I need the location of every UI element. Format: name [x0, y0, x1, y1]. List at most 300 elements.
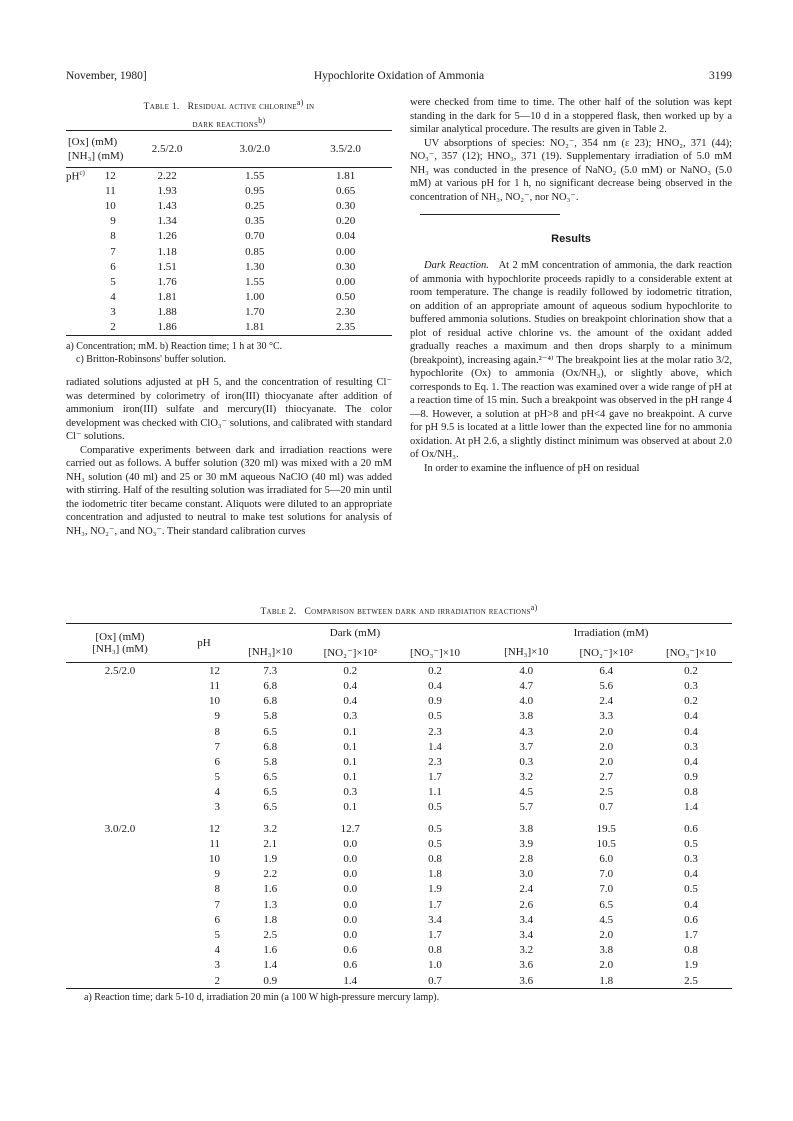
table2-ratio	[66, 882, 174, 897]
table2-dark-cell: 6.8	[263, 740, 278, 753]
table2-irr-cell: 19.5	[596, 822, 616, 835]
table1-cell: 1.00	[245, 291, 265, 304]
table2-dark-cell: 1.7	[428, 898, 442, 911]
table2-dark-cell: 0.6	[343, 944, 358, 957]
table2-irr-cell: 2.0	[599, 725, 614, 738]
table2-dark-cell: 0.8	[428, 944, 442, 957]
table2-row	[66, 739, 732, 754]
table2-ph: 3	[214, 801, 220, 814]
table1-cell: 2.22	[157, 169, 177, 182]
header-title: Hypochlorite Oxidation of Ammonia	[313, 70, 485, 82]
table1-col-head: 3.0/2.0	[210, 131, 299, 168]
table2-caption-prefix: Table 2.	[260, 607, 297, 618]
table1-ph-label	[66, 198, 95, 213]
table2-irr-cell: 1.4	[684, 801, 698, 814]
table2-dark-cell: 12.7	[340, 822, 360, 835]
table2-row	[66, 943, 732, 958]
table2-ratio	[66, 897, 174, 912]
table2-spacer-cell	[476, 821, 490, 836]
table2-dark-cell: 0.6	[343, 959, 358, 972]
table2-spacer-cell	[476, 709, 490, 724]
table2-row	[66, 958, 732, 973]
table2-dark-cell: 3.2	[263, 822, 278, 835]
table2-caption-text: Comparison between dark and irradiation reactions	[304, 607, 531, 618]
table2-header-row-1	[66, 624, 732, 643]
table2-row	[66, 769, 732, 784]
header-date: November, 1980]	[66, 70, 147, 82]
table2-ratio	[66, 678, 174, 693]
table1-cell: 1.34	[157, 215, 177, 228]
table2-spacer-cell	[476, 836, 490, 851]
table2-irr-cell: 0.8	[684, 786, 698, 799]
table2-dark-cell: 0.4	[343, 695, 358, 708]
table2-spacer-cell	[476, 973, 490, 989]
table2-irr-cell: 3.6	[519, 959, 534, 972]
table2-irr-cell: 3.3	[599, 710, 614, 723]
table2-irr-cell: 3.9	[519, 837, 534, 850]
table2-ph: 4	[214, 786, 220, 799]
table1-row	[66, 305, 392, 320]
table2-irr-cell: 2.0	[599, 928, 614, 941]
table2-row	[66, 851, 732, 866]
table2-dark-cell: 1.6	[263, 883, 278, 896]
table1-cell: 0.30	[335, 260, 356, 273]
table2-dark-cell: 5.8	[263, 710, 278, 723]
table1-ph-label	[66, 214, 95, 229]
table2-ph: 3	[214, 959, 220, 972]
table1-ph-label	[66, 290, 95, 305]
table2-ratio	[66, 694, 174, 709]
table2-row	[66, 754, 732, 769]
table1-caption	[66, 96, 392, 131]
table2-irr-cell: 6.5	[599, 898, 614, 911]
table2-irr-cell: 0.4	[684, 868, 698, 881]
table2-irr-cell: 3.8	[599, 944, 614, 957]
table2-dark-cell: 0.5	[428, 801, 442, 814]
table2-irr-cell: 1.9	[684, 959, 698, 972]
table2-ratio	[66, 927, 174, 942]
table2-irr-cell: 4.7	[519, 679, 534, 692]
table2-dark-cell: 0.1	[343, 801, 358, 814]
table2-row	[66, 709, 732, 724]
table2-irr-cell: 0.3	[684, 679, 698, 692]
table2-irr-cell: 2.6	[519, 898, 534, 911]
table2-spacer-cell	[476, 785, 490, 800]
table2-irr-cell: 2.4	[519, 883, 534, 896]
table2-spacer-cell	[476, 927, 490, 942]
table2-spacer	[476, 624, 490, 663]
table2-dark-cell: 2.3	[428, 725, 442, 738]
table2-dark-cell: 6.8	[263, 695, 278, 708]
table2-dark-cell: 1.4	[263, 959, 278, 972]
table2-ratio	[66, 709, 174, 724]
table1	[66, 130, 392, 336]
table2-ratio	[66, 739, 174, 754]
table2-irr-cell: 4.5	[599, 913, 614, 926]
table1-cell: 0.20	[335, 215, 356, 228]
table1-row	[66, 274, 392, 289]
table1-ph-label	[66, 168, 95, 184]
table2-dark-cell: 0.7	[394, 973, 476, 989]
table2-ph: 7	[214, 740, 220, 753]
table2-dark-cell: 2.2	[263, 868, 278, 881]
table1-row	[66, 168, 392, 184]
table1-row	[66, 244, 392, 259]
table2-spacer-cell	[476, 694, 490, 709]
table1-row	[66, 259, 392, 274]
table2-sub-head: [NO₂⁻]×10²	[563, 642, 650, 663]
table2-ph: 10	[209, 695, 220, 708]
table1-head-ratio	[66, 131, 124, 168]
table2-head-ph: pH	[174, 624, 234, 663]
table2-dark-cell: 1.1	[428, 786, 442, 799]
table2-dark-cell: 1.0	[428, 959, 442, 972]
table1-ph-value: 10	[104, 199, 116, 212]
table2-ph: 9	[214, 710, 220, 723]
table2-irr-cell: 2.5	[650, 973, 732, 989]
table2-spacer-cell	[476, 678, 490, 693]
table2-ratio	[66, 973, 174, 989]
table2-irr-cell: 0.2	[684, 664, 698, 677]
table2-dark-cell: 0.1	[343, 771, 358, 784]
table2-dark-cell: 6.5	[263, 771, 278, 784]
table2-row	[66, 927, 732, 942]
table2-dark-cell: 0.4	[343, 679, 358, 692]
table2-dark-cell: 1.3	[263, 898, 278, 911]
table1-cell: 0.00	[335, 245, 356, 258]
table2-dark-cell: 1.9	[263, 853, 278, 865]
table2-irr-cell: 2.0	[599, 740, 614, 753]
table2-dark-cell: 1.4	[307, 973, 394, 989]
table1-cell: 1.81	[210, 320, 299, 336]
table2-row	[66, 678, 732, 693]
table2-irr-cell: 2.4	[599, 695, 614, 708]
table1-cell: 1.88	[157, 306, 177, 319]
table1-cell: 1.55	[245, 275, 265, 288]
table2-dark-cell: 0.5	[428, 837, 442, 850]
table2-head-ox: [Ox] (mM)	[95, 631, 145, 644]
table1-cell: 0.04	[335, 230, 356, 243]
table1-ph-value: 7	[110, 245, 116, 258]
table2-irr-cell: 0.3	[519, 755, 534, 768]
table1-ph-value: 4	[110, 291, 116, 304]
table2-ph: 6	[214, 755, 220, 768]
table2-head-dark	[234, 624, 476, 643]
table1-ph-value: 8	[110, 230, 116, 243]
table2-spacer-cell	[476, 867, 490, 882]
table2-irr-cell: 0.2	[684, 695, 698, 708]
table1-cell: 0.95	[245, 184, 265, 197]
table2-dark-cell: 0.5	[428, 822, 442, 835]
table2-irr-cell: 2.8	[519, 853, 534, 865]
table2-irr-cell: 3.6	[490, 973, 563, 989]
table2-ph: 7	[214, 898, 220, 911]
table2-dark-cell: 1.8	[263, 913, 278, 926]
table1-ph-label	[66, 183, 95, 198]
table2-dark-cell: 3.4	[428, 913, 442, 926]
table2-spacer-cell	[476, 897, 490, 912]
table2-ratio: 2.5/2.0	[104, 664, 136, 677]
table2-row	[66, 785, 732, 800]
table1-row	[66, 229, 392, 244]
table2-spacer-cell	[476, 769, 490, 784]
table1-cell: 1.93	[157, 184, 177, 197]
table1-caption-prefix: Table 1.	[143, 102, 180, 113]
table2-ph: 5	[214, 928, 220, 941]
table2-sub-head: [NO₃⁻]×10	[394, 642, 476, 663]
left-paragraph-1: radiated solutions adjusted at pH 5, and the concentration of resulting Cl⁻ was determined by colorimetry of iron(III) thiocyanate after addition of ammonium iron(III) sulfate and mercury(II) thiocyanate. The color development was checked with ClO₃⁻ solutions, and calibrated with standard Cl⁻ solutions.	[66, 377, 392, 443]
table2-row	[66, 821, 732, 836]
table2-spacer-cell	[476, 851, 490, 866]
table2-row	[66, 724, 732, 739]
table2-ratio	[66, 754, 174, 769]
table2-dark-cell: 0.0	[343, 853, 358, 865]
table1-cell: 1.26	[157, 230, 177, 243]
table2-irr-cell: 10.5	[596, 837, 616, 850]
table2-ph: 11	[209, 679, 220, 692]
left-column	[66, 96, 392, 538]
table2-ratio	[66, 912, 174, 927]
table1-row	[66, 198, 392, 213]
table2-irr-cell: 3.4	[519, 913, 534, 926]
table2-row	[66, 973, 732, 989]
table2-dark-cell: 2.3	[428, 755, 442, 768]
table2-ratio	[66, 943, 174, 958]
table2-spacer-cell	[476, 663, 490, 679]
table2-section	[66, 603, 732, 1003]
table1-row	[66, 183, 392, 198]
table1-ph-value: 5	[110, 275, 116, 288]
table1-cell: 1.43	[157, 199, 177, 212]
table2-row	[66, 882, 732, 897]
table2-row	[66, 800, 732, 815]
table2-ratio	[66, 836, 174, 851]
table2-irr-cell: 4.0	[519, 695, 534, 708]
table2-sub-head: [NH₃]×10	[490, 642, 563, 663]
table2-irr-cell: 0.6	[684, 913, 698, 926]
table2-dark-cell: 0.4	[428, 679, 442, 692]
table2-spacer-cell	[476, 800, 490, 815]
table2-sub-head: [NO₃⁻]×10	[650, 642, 732, 663]
table1-note-ab: a) Concentration; mM. b) Reaction time; 1 h at 30 °C.	[66, 341, 283, 353]
table2-irr-cell: 3.2	[519, 944, 534, 957]
table2-dark-cell: 7.3	[263, 664, 278, 677]
table2-irr-cell: 1.7	[684, 928, 698, 941]
table2-head-ratio	[66, 624, 174, 663]
table2-dark-cell: 0.0	[343, 837, 358, 850]
table2-dark-cell: 1.7	[428, 928, 442, 941]
table1-head-ox: [Ox] (mM)	[68, 136, 118, 148]
table1-ph-value: 9	[110, 215, 116, 228]
table1-header-row	[66, 131, 392, 168]
table1-cell: 0.25	[245, 199, 265, 212]
table1-ph-label	[66, 305, 95, 320]
table2-ph: 8	[214, 725, 220, 738]
table2-irr-cell: 0.5	[684, 837, 698, 850]
table1-cell: 1.81	[335, 169, 356, 182]
table2-dark-cell: 1.7	[428, 771, 442, 784]
table2-irr-cell: 2.5	[599, 786, 614, 799]
table2-irr-cell: 0.4	[684, 725, 698, 738]
table2-irr-cell: 0.6	[684, 822, 698, 835]
table2-dark-label: Dark (mM)	[329, 627, 381, 640]
table2-irr-cell: 2.0	[599, 959, 614, 972]
table2-irr-cell: 0.4	[684, 755, 698, 768]
table2-dark-cell: 6.8	[263, 679, 278, 692]
table2-spacer-cell	[476, 724, 490, 739]
table2-ph: 2	[174, 973, 234, 989]
dark-reaction-label: Dark Reaction.	[424, 260, 489, 271]
table2-ph: 11	[209, 837, 220, 850]
table1-cell: 0.70	[245, 230, 265, 243]
table1-cell: 1.51	[157, 260, 177, 273]
table1-ph-value: 12	[104, 169, 116, 182]
table2-dark-cell: 0.9	[234, 973, 307, 989]
table2-irr-cell: 6.4	[599, 664, 614, 677]
table1-caption-sup-b: b)	[258, 116, 266, 126]
table1-row	[66, 320, 392, 336]
table2-ratio	[66, 769, 174, 784]
table2-dark-cell: 0.2	[428, 664, 442, 677]
table1-col-head: 2.5/2.0	[124, 131, 211, 168]
table2-irr-cell: 0.3	[684, 740, 698, 753]
table1-cell: 1.86	[124, 320, 211, 336]
table1-ph-label	[66, 229, 95, 244]
table2-dark-cell: 5.8	[263, 755, 278, 768]
table2-irr-cell: 3.8	[519, 822, 534, 835]
table2-irr-cell: 0.7	[599, 801, 614, 814]
table1-cell: 0.35	[245, 215, 265, 228]
table2-spacer-cell	[476, 912, 490, 927]
table2-irr-cell: 4.5	[519, 786, 534, 799]
table2-irr-cell: 0.5	[684, 883, 698, 896]
table2-dark-cell: 2.5	[263, 928, 278, 941]
table2-ratio	[66, 851, 174, 866]
table1-cell: 2.35	[299, 320, 392, 336]
table2-irr-cell: 4.0	[519, 664, 534, 677]
table2-row	[66, 912, 732, 927]
table2-ph: 4	[214, 944, 220, 957]
table1-cell: 1.81	[157, 291, 177, 304]
table2-spacer-cell	[476, 882, 490, 897]
table2-head-irradiation	[490, 624, 732, 643]
table2-irr-cell: 5.6	[599, 679, 614, 692]
table2-irr-cell: 5.7	[519, 801, 534, 814]
table2-irradiation-label: Irradiation (mM)	[573, 627, 649, 640]
table2-dark-cell: 0.1	[343, 740, 358, 753]
table2-dark-cell: 1.9	[428, 883, 442, 896]
table1-ph-value: 6	[110, 260, 116, 273]
table2-caption-sup: a)	[530, 603, 538, 612]
table1-caption-text: Residual active chlorine	[187, 102, 297, 113]
table2-dark-cell: 0.1	[343, 755, 358, 768]
table2-dark-cell: 0.0	[343, 898, 358, 911]
table2-dark-cell: 0.2	[343, 664, 358, 677]
table2-row	[66, 663, 732, 679]
table2-irr-cell: 2.7	[599, 771, 614, 784]
table2-ph: 10	[209, 853, 220, 865]
table2-ratio	[66, 958, 174, 973]
table2-dark-cell: 6.5	[263, 786, 278, 799]
table1-cell: 1.18	[157, 245, 177, 258]
table1-ph-value: 3	[110, 306, 116, 319]
table1-cell: 1.76	[157, 275, 177, 288]
table2-sub-head: [NH₃]×10	[234, 642, 307, 663]
table2-spacer-cell	[476, 739, 490, 754]
table2-dark-cell: 1.6	[263, 944, 278, 957]
table2-dark-cell: 6.5	[263, 801, 278, 814]
table1-ph-label	[66, 274, 95, 289]
table2-dark-cell: 1.4	[428, 740, 442, 753]
right-column	[410, 96, 732, 475]
table2-irr-cell: 7.0	[599, 883, 614, 896]
right-paragraph-3	[410, 259, 732, 462]
table2-dark-cell: 6.5	[263, 725, 278, 738]
table2-dark-cell: 0.1	[343, 725, 358, 738]
table1-head-nh: [NH₃] (mM)	[68, 150, 124, 162]
table2-dark-cell: 0.0	[343, 883, 358, 896]
table2-irr-cell: 3.7	[519, 740, 534, 753]
table2-irr-cell: 0.3	[684, 853, 698, 865]
table2-dark-cell: 0.0	[343, 868, 358, 881]
table2	[66, 623, 732, 989]
table1-cell: 1.70	[245, 306, 265, 319]
table1-cell: 1.55	[245, 169, 265, 182]
table2-irr-cell: 2.0	[599, 755, 614, 768]
table1-cell: 0.65	[335, 184, 356, 197]
table2-spacer-cell	[476, 943, 490, 958]
table2-dark-cell: 0.0	[343, 913, 358, 926]
table1-notes	[66, 340, 392, 366]
right-paragraph-2: UV absorptions of species: NO₂⁻, 354 nm (ε 23); HNO₂, 371 (44); NO₃⁻, 357 (12); HNO₃, 371 (19). Supplementary irradiation of 5.0 mM NH₃ was conducted in the presence of NaNO₂ (5.0 mM) or NaNO₃ (5.0 mM) at various pH for 1 h, no significant decrease being observed in the concentration of NH₃, NO₂⁻, nor NO₃⁻.	[410, 137, 732, 203]
table2-irr-cell: 3.2	[519, 771, 534, 784]
table2-ratio	[66, 867, 174, 882]
table1-row	[66, 290, 392, 305]
table2-dark-cell: 0.3	[343, 710, 358, 723]
page-number: 3199	[709, 70, 732, 82]
table2-row	[66, 867, 732, 882]
table2-irr-cell: 0.8	[684, 944, 698, 957]
table2-row	[66, 897, 732, 912]
table2-caption	[66, 603, 732, 617]
right-paragraph-1: were checked from time to time. The other half of the solution was kept standing in the dark for 5—10 d in a stoppered flask, then worked up by a similar analytical procedure. The results are given in Table 2.	[410, 97, 732, 135]
table2-dark-cell: 0.8	[428, 853, 442, 865]
table2-ph: 9	[214, 868, 220, 881]
table2-ratio	[66, 800, 174, 815]
table2-head-nh: [NH₃] (mM)	[92, 643, 148, 656]
table1-ph-value: 2	[95, 320, 124, 336]
right-paragraph-4: In order to examine the influence of pH on residual	[424, 462, 640, 474]
table2-dark-cell: 0.9	[428, 695, 442, 708]
table2-note: a) Reaction time; dark 5-10 d, irradiation 20 min (a 100 W high-pressure mercury lamp).	[84, 992, 440, 1004]
table1-caption-sup-a: a)	[296, 98, 304, 107]
table2-spacer-cell	[476, 958, 490, 973]
section-rule	[420, 214, 560, 215]
table2-irr-cell: 3.0	[519, 868, 534, 881]
table2-sub-head: [NO₂⁻]×10²	[307, 642, 394, 663]
table1-note-c: c) Britton-Robinsons' buffer solution.	[76, 354, 226, 366]
table1-caption-text3: dark reactions	[192, 120, 259, 131]
left-paragraph-2: Comparative experiments between dark and irradiation reactions were carried out as follows. A buffer solution (320 ml) was mixed with a 20 mM NH₃ solution (40 ml) and 25 or 30 mM aqueous NaClO (40 ml) was added with stirring. Half of the resulting solution was irradiated for 5—20 min until the iodometric titer became constant. Aliquots were diluted to an appropriate concentration and adjusted to neutral to make test solutions for analysis of NH₃, NO₂⁻, and NO₃⁻. Their standard calibration curves	[66, 444, 392, 537]
table1-cell: 0.50	[335, 291, 356, 304]
table1-caption-text2: in	[306, 102, 315, 113]
table1-cell: 0.00	[335, 275, 356, 288]
table2-row	[66, 836, 732, 851]
table2-spacer-cell	[476, 754, 490, 769]
table2-dark-cell: 0.3	[343, 786, 358, 799]
table2-dark-cell: 1.8	[428, 868, 442, 881]
table1-col-head: 3.5/2.0	[299, 131, 392, 168]
